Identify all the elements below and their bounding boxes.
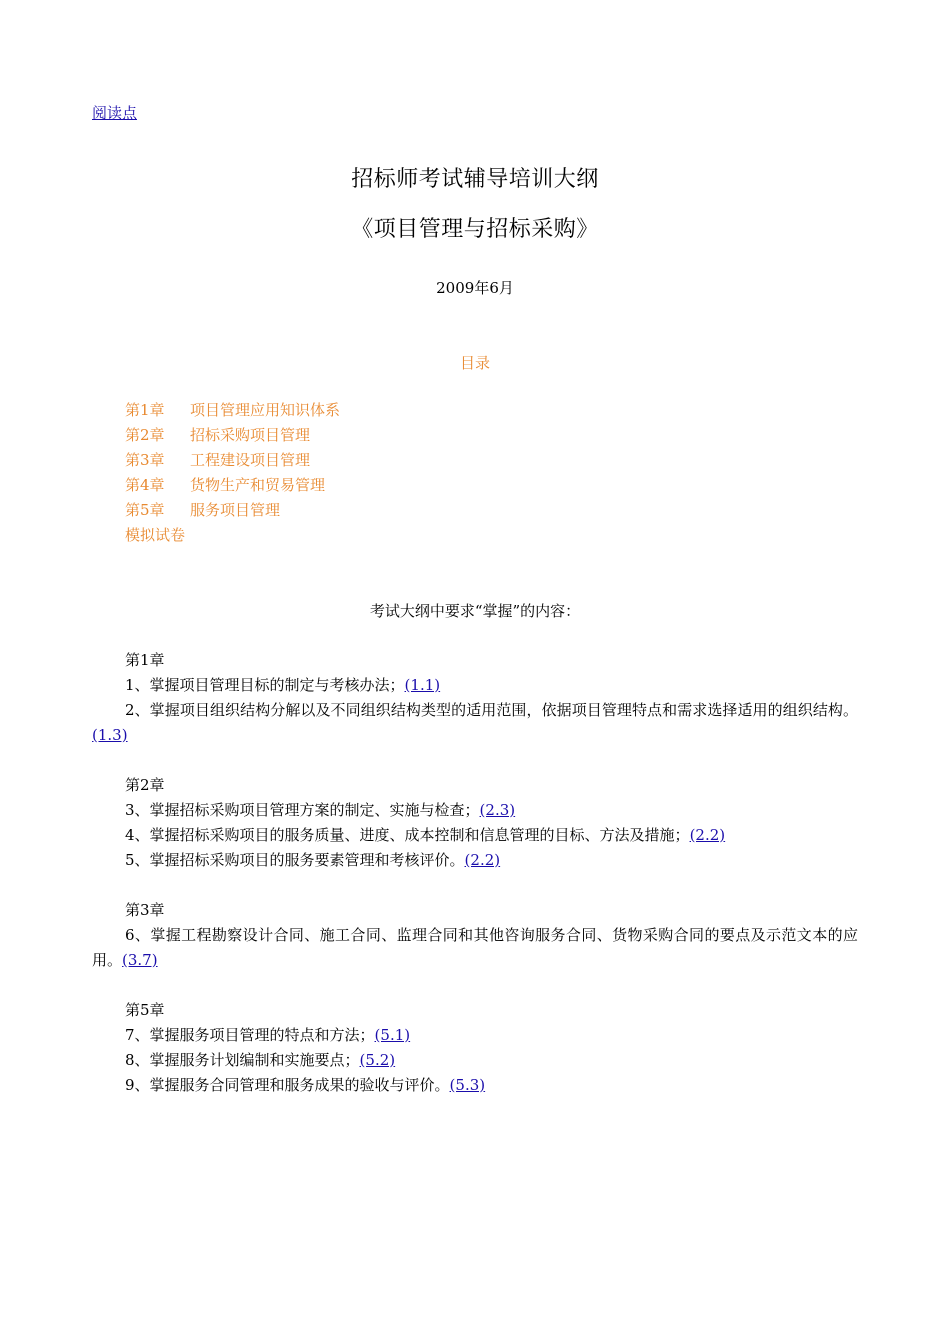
section-ref-link[interactable]: (3.7) [122, 951, 158, 969]
requirement-text: 7、掌握服务项目管理的特点和方法； [125, 1026, 375, 1044]
toc-item-number: 第1章 [125, 401, 165, 419]
requirement-item [92, 1073, 858, 1098]
requirements-section-chapter-3 [92, 898, 858, 973]
chapter-heading: 第3章 [125, 901, 165, 919]
requirement-item [92, 798, 858, 823]
toc-item-chapter-3[interactable] [125, 448, 340, 473]
chapter-heading: 第1章 [125, 651, 165, 669]
toc-item-label: 工程建设项目管理 [190, 451, 311, 469]
requirement-item [92, 1023, 858, 1048]
toc-item-number: 第4章 [125, 476, 165, 494]
toc-item-label: 服务项目管理 [190, 501, 281, 519]
document-title: 招标师考试辅导培训大纲 [351, 167, 599, 192]
requirements-content [92, 648, 858, 1123]
section-ref-link[interactable]: (2.3) [479, 801, 516, 819]
requirements-heading: 考试大纲中要求“掌握”的内容： [369, 602, 581, 620]
toc-item-mock-exam[interactable] [125, 523, 340, 548]
toc-item-chapter-4[interactable] [125, 473, 340, 498]
toc-item-number: 第5章 [125, 501, 165, 519]
requirement-text: 3、掌握招标采购项目管理方案的制定、实施与检查； [125, 801, 480, 819]
toc-item-label: 招标采购项目管理 [190, 426, 311, 444]
requirement-item [92, 673, 858, 698]
requirement-text: 4、掌握招标采购项目的服务质量、进度、成本控制和信息管理的目标、方法及措施； [125, 826, 690, 844]
section-ref-link[interactable]: (1.3) [92, 726, 128, 744]
document-date: 2009年6月 [436, 279, 514, 297]
section-ref-link[interactable]: (1.1) [404, 676, 441, 694]
requirement-text: 2、掌握项目组织结构分解以及不同组织结构类型的适用范围，依据项目管理特点和需求选择适用的组织结构。 [125, 701, 858, 719]
requirement-item [92, 823, 858, 848]
requirement-text: 6、掌握工程勘察设计合同、施工合同、监理合同和其他咨询服务合同、货物采购合同的要点及示范文本的应用。 [92, 926, 858, 969]
section-ref-link[interactable]: (2.2) [464, 851, 501, 869]
read-point-link[interactable]: 阅读点 [92, 104, 138, 122]
toc-heading: 目录 [459, 354, 490, 372]
requirement-text: 8、掌握服务计划编制和实施要点； [125, 1051, 360, 1069]
section-ref-link[interactable]: (2.2) [689, 826, 726, 844]
document-subtitle: 《项目管理与招标采购》 [351, 217, 599, 242]
section-ref-link[interactable]: (5.2) [359, 1051, 396, 1069]
section-ref-link[interactable]: (5.3) [449, 1076, 486, 1094]
requirement-text: 1、掌握项目管理目标的制定与考核办法； [125, 676, 405, 694]
requirements-section-chapter-1 [92, 648, 858, 748]
toc-item-chapter-2[interactable] [125, 423, 340, 448]
requirement-item [92, 698, 858, 748]
requirement-item [92, 1048, 858, 1073]
toc-item-chapter-1[interactable] [125, 398, 340, 423]
requirement-item [92, 848, 858, 873]
chapter-heading: 第2章 [125, 776, 165, 794]
toc-item-label: 货物生产和贸易管理 [190, 476, 326, 494]
requirement-text: 9、掌握服务合同管理和服务成果的验收与评价。 [125, 1076, 450, 1094]
requirement-text: 5、掌握招标采购项目的服务要素管理和考核评价。 [125, 851, 465, 869]
toc-item-label: 模拟试卷 [125, 526, 186, 544]
table-of-contents [125, 398, 340, 548]
toc-item-label: 项目管理应用知识体系 [190, 401, 341, 419]
toc-item-number: 第2章 [125, 426, 165, 444]
toc-item-number: 第3章 [125, 451, 165, 469]
requirement-item [92, 923, 858, 973]
section-ref-link[interactable]: (5.1) [374, 1026, 411, 1044]
toc-item-chapter-5[interactable] [125, 498, 340, 523]
requirements-section-chapter-5 [92, 998, 858, 1098]
chapter-heading: 第5章 [125, 1001, 165, 1019]
requirements-section-chapter-2 [92, 773, 858, 873]
